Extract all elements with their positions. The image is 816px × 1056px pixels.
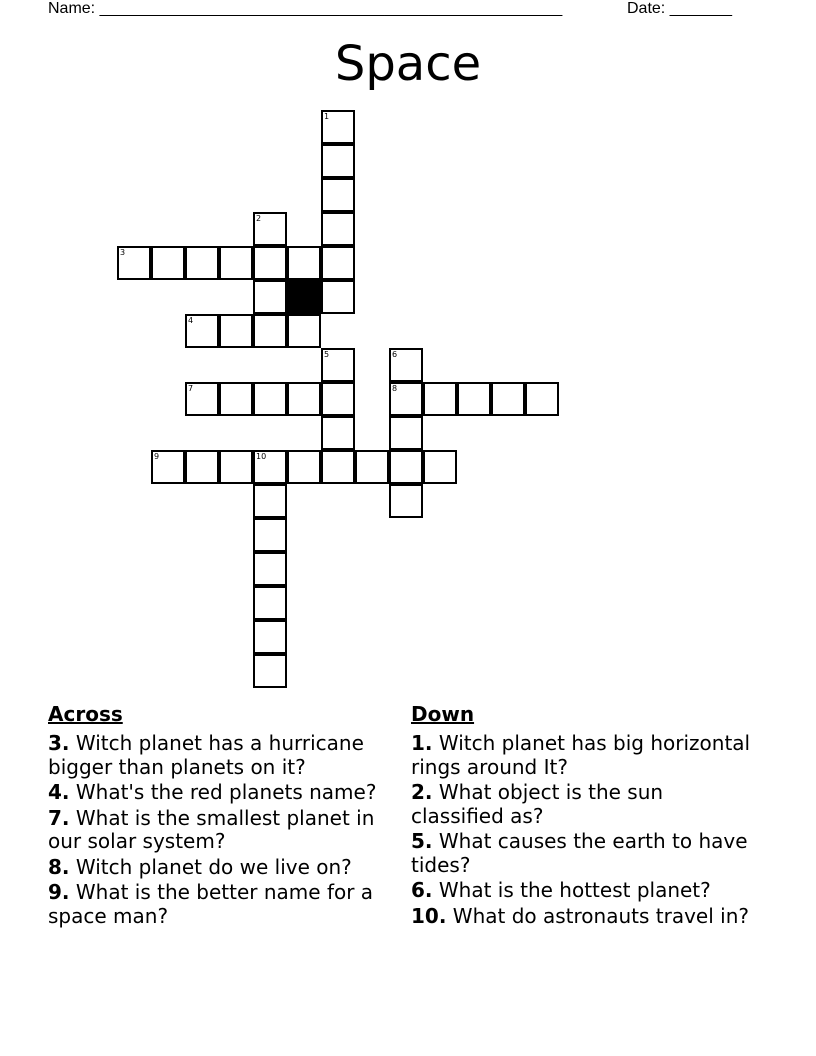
across-clue (48, 856, 398, 880)
down-clue (411, 781, 756, 828)
crossword-cell[interactable] (321, 416, 355, 450)
down-clue (411, 830, 756, 877)
crossword-cell[interactable] (423, 382, 457, 416)
crossword-cell[interactable] (389, 382, 423, 416)
crossword-cell[interactable] (253, 620, 287, 654)
crossword-cell[interactable] (253, 586, 287, 620)
down-clue-list (411, 732, 756, 928)
clue-text: Witch planet has big horizontal rings around It? (411, 731, 751, 779)
clue-number: 4 (188, 316, 194, 325)
clue-text: What do astronauts travel in? (452, 903, 749, 928)
crossword-cell[interactable] (253, 212, 287, 246)
clue-num: 10. (411, 903, 447, 928)
crossword-cell[interactable] (151, 246, 185, 280)
clue-num: 7. (48, 805, 70, 830)
crossword-cell[interactable] (457, 382, 491, 416)
across-heading: Across (48, 702, 123, 726)
down-clue (411, 732, 756, 779)
crossword-cell[interactable] (185, 246, 219, 280)
crossword-cell[interactable] (185, 450, 219, 484)
clue-text: What is the better name for a space man? (48, 880, 374, 928)
crossword-cell[interactable] (253, 450, 287, 484)
clue-number: 9 (154, 452, 160, 461)
clue-number: 10 (256, 452, 267, 461)
clue-text: Witch planet has a hurricane bigger than planets on it? (48, 731, 364, 779)
clue-text: What object is the sun classified as? (411, 780, 664, 828)
clue-num: 4. (48, 780, 70, 804)
clue-num: 6. (411, 878, 433, 902)
crossword-cell[interactable] (287, 314, 321, 348)
clue-num: 5. (411, 829, 433, 853)
clue-number: 8 (392, 384, 398, 393)
clue-text: What causes the earth to have tides? (411, 829, 748, 877)
crossword-cell[interactable] (321, 348, 355, 382)
crossword-cell[interactable] (253, 518, 287, 552)
down-heading: Down (411, 702, 475, 726)
crossword-cell[interactable] (355, 450, 389, 484)
across-clue (48, 732, 398, 779)
clue-number: 2 (256, 214, 262, 223)
across-clue (48, 781, 398, 805)
crossword-cell[interactable] (287, 246, 321, 280)
crossword-cell[interactable] (287, 450, 321, 484)
clue-num: 2. (411, 780, 433, 804)
clue-text: What's the red planets name? (75, 780, 377, 804)
across-clue (48, 881, 398, 928)
crossword-cell[interactable] (219, 314, 253, 348)
crossword-cell[interactable] (219, 450, 253, 484)
clue-number: 7 (188, 384, 194, 393)
name-field[interactable]: Name: ____________________________________________________ (48, 0, 563, 17)
clue-number: 3 (120, 248, 126, 257)
crossword-cell[interactable] (321, 212, 355, 246)
crossword-cell[interactable] (287, 382, 321, 416)
crossword-cell[interactable] (389, 484, 423, 518)
clue-num: 3. (48, 731, 70, 755)
crossword-cell[interactable] (525, 382, 559, 416)
clue-text: Witch planet do we live on? (75, 854, 352, 879)
crossword-cell[interactable] (321, 144, 355, 178)
crossword-cell[interactable] (185, 314, 219, 348)
across-clue-list (48, 732, 398, 928)
crossword-cell[interactable] (219, 246, 253, 280)
clue-num: 8. (48, 854, 70, 879)
down-clue (411, 905, 756, 929)
crossword-cell[interactable] (253, 246, 287, 280)
down-clue (411, 879, 756, 903)
clue-num: 9. (48, 880, 70, 904)
crossword-cell[interactable] (491, 382, 525, 416)
page-title: Space (334, 36, 482, 92)
clue-number: 6 (392, 350, 398, 359)
crossword-cell[interactable] (321, 280, 355, 314)
crossword-cell[interactable] (321, 450, 355, 484)
down-clues (411, 702, 756, 930)
across-clues (48, 702, 398, 930)
crossword-cell[interactable] (253, 484, 287, 518)
crossword-cell[interactable] (389, 450, 423, 484)
clue-text: What is the hottest planet? (438, 878, 711, 902)
crossword-cell[interactable] (389, 416, 423, 450)
crossword-cell[interactable] (423, 450, 457, 484)
crossword-cell[interactable] (321, 178, 355, 212)
crossword-cell[interactable] (321, 382, 355, 416)
clue-number: 1 (324, 112, 330, 121)
crossword-cell[interactable] (253, 280, 287, 314)
clue-num: 1. (411, 731, 433, 755)
crossword-cell[interactable] (253, 314, 287, 348)
clue-text: What is the smallest planet in our solar system? (48, 805, 375, 853)
crossword-cell[interactable] (253, 552, 287, 586)
crossword-block-cell (287, 280, 321, 314)
clue-number: 5 (324, 350, 330, 359)
crossword-cell[interactable] (321, 110, 355, 144)
date-field[interactable]: Date: _______ (627, 0, 732, 17)
crossword-cell[interactable] (117, 246, 151, 280)
crossword-cell[interactable] (389, 348, 423, 382)
crossword-cell[interactable] (253, 382, 287, 416)
crossword-cell[interactable] (321, 246, 355, 280)
crossword-cell[interactable] (151, 450, 185, 484)
crossword-cell[interactable] (185, 382, 219, 416)
crossword-cell[interactable] (219, 382, 253, 416)
crossword-cell[interactable] (253, 654, 287, 688)
across-clue (48, 807, 398, 854)
